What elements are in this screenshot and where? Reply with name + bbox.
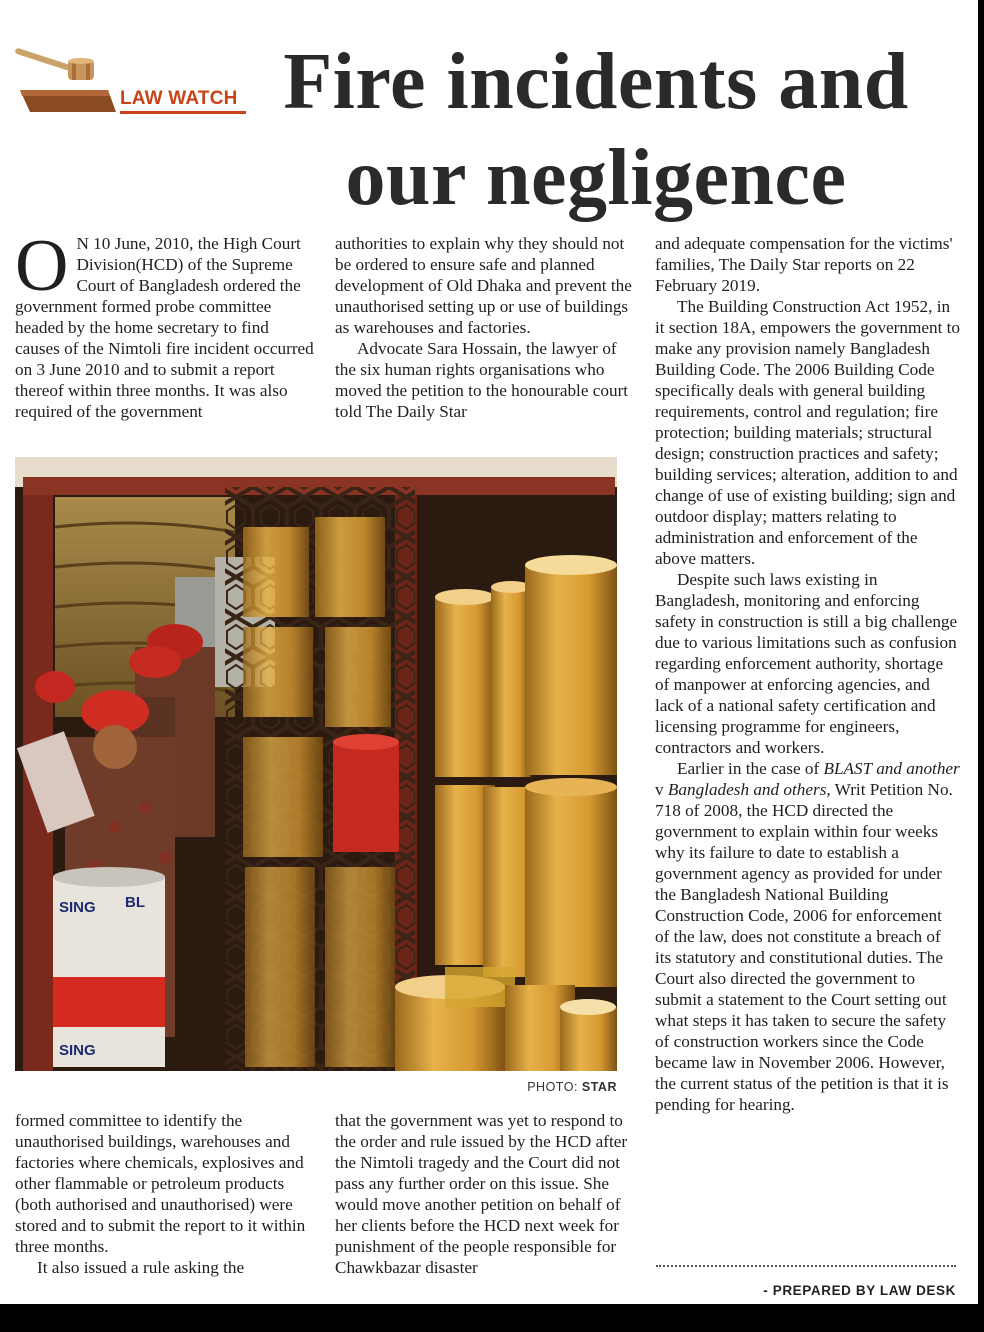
law-watch-logo [12,46,236,116]
author-credit: - PREPARED BY LAW DESK [763,1283,956,1298]
column-2-top [335,233,635,422]
drum-label: SING [59,899,96,916]
column-3 [655,233,960,1115]
warehouse-photo-illustration [15,457,617,1071]
paragraph: that the government was yet to respond to the order and rule issued by the HCD after the Nimtoli tragedy and the Court did not pass any further order on this issue. She would move another petition on behalf of her clients before the HCD next week for punishment of the people responsible for Chawkbazar disaster [335,1111,628,1277]
case-name: BLAST and another [823,759,960,778]
page-border-right [978,0,984,1332]
column-2-bottom [335,1110,635,1278]
section-underline [120,111,246,114]
paragraph: and adequate compensation for the victims' families, The Daily Star reports on 22 February 2019. [655,234,953,295]
paragraph: N 10 June, 2010, the High Court Division(HCD) of the Supreme Court of Bangladesh ordered the government formed probe committee headed by the home secretary to find causes of the Nimtoli fire incident occurred on 3 June 2010 and to submit a report thereof within three months. It was also required of the government [15,234,314,421]
divider [656,1265,956,1267]
section-label: LAW WATCH [120,88,238,109]
paragraph: It also issued a rule asking the [37,1258,245,1277]
gavel-icon [12,46,122,116]
paragraph: Despite such laws existing in Bangladesh, monitoring and enforcing safety in construction is still a big challenge due to various limitations such as confusion regarding enforcement authority, shortage of manpower at enforcing agencies, and lack of a national safety certification and licensing programme for engineers, contractors and workers. [655,570,958,757]
case-name: Bangladesh and others, [667,780,831,799]
column-1-bottom [15,1110,317,1278]
paint-drum [53,867,165,1067]
paragraph: authorities to explain why they should not be ordered to ensure safe and planned development of Old Dhaka and prevent the unauthorised setting up or use of buildings as warehouses and factories. [335,234,632,337]
headline: Fire incidents and our negligence [283,38,909,222]
warehouse-photo [15,457,617,1071]
paragraph: formed committee to identify the unauthorised buildings, warehouses and factories where chemicals, explosives and other flammable or petroleum products (both authorised and unauthorised) were stored and to submit the report to it within three months. [15,1111,306,1256]
drop-cap: O [15,225,69,307]
drum-label: SING [59,1042,96,1059]
drum-label: BL [125,894,145,911]
column-1-top [15,225,317,422]
paragraph: Earlier in the case of BLAST and another v Bangladesh and others, Writ Petition No. 718 of 2008, the HCD directed the government to explain within four weeks why its failure to date to establish a government agency as provided for under the Bangladesh National Building Construction Code, 2006 for enforcement of the law, does not constitute a breach of its statutory and constitutional duties. The Court also directed the government to submit a statement to the Court setting out what steps it has taken to secure the safety of construction workers since the Code became law in November 2006. However, the current status of the petition is that it is pending for hearing. [655,759,960,1114]
page-border-bottom [0,1304,984,1332]
paragraph: The Building Construction Act 1952, in it section 18A, empowers the government to make any provision namely Bangladesh Building Code. The 2006 Building Code specifically deals with general building requirements, control and regulation; fire protection; building materials; structural design; construction practices and safety; building services; alteration, addition to and change of use of existing building; sign and outdoor display; matters relating to administration and enforcement of the above matters. [655,297,961,568]
photo-caption: PHOTO: STAR [527,1080,617,1094]
paragraph: Advocate Sara Hossain, the lawyer of the six human rights organisations who moved the petition to the honourable court told The Daily Star [335,339,629,421]
